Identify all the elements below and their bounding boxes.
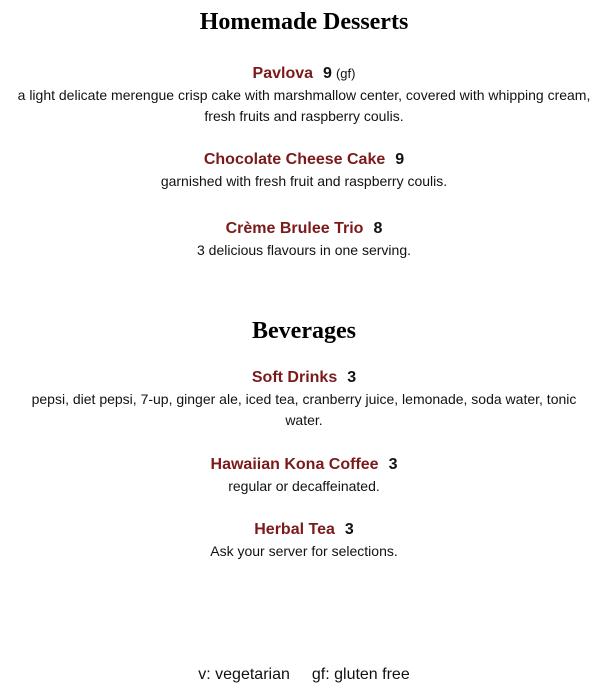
item-header xyxy=(0,218,608,240)
legend-vegetarian: v: vegetarian xyxy=(198,666,290,683)
item-name: Chocolate Cheese Cake xyxy=(203,151,386,168)
item-header xyxy=(0,149,608,171)
item-description: garnished with fresh fruit and raspberry coulis. xyxy=(160,173,448,189)
item-name: Crème Brulee Trio xyxy=(225,220,364,237)
menu-item-hawaiian-kona-coffee xyxy=(0,454,608,497)
item-price: 3 xyxy=(347,369,357,386)
item-header xyxy=(0,519,608,541)
item-name: Herbal Tea xyxy=(254,521,335,538)
legend-gluten-free: gf: gluten free xyxy=(311,666,410,683)
menu-item-soft-drinks xyxy=(0,367,608,431)
item-description: Ask your server for selections. xyxy=(210,543,398,559)
item-description: pepsi, diet pepsi, 7-up, ginger ale, iced tea, cranberry juice, lemonade, soda water, tonic water. xyxy=(31,391,577,428)
item-name: Pavlova xyxy=(252,65,314,82)
item-name: Hawaiian Kona Coffee xyxy=(210,456,379,473)
item-price: 9 xyxy=(395,151,405,168)
item-price: 3 xyxy=(344,521,354,538)
item-description: 3 delicious flavours in one serving. xyxy=(196,242,411,258)
item-price: 3 xyxy=(388,456,398,473)
menu-item-pavlova xyxy=(0,63,608,127)
item-name: Soft Drinks xyxy=(251,369,338,386)
beverages-title: Beverages xyxy=(252,318,356,344)
menu-item-chocolate-cheese-cake xyxy=(0,149,608,192)
dietary-tag: (gf) xyxy=(335,66,356,81)
menu-item-creme-brulee-trio xyxy=(0,218,608,261)
menu-item-herbal-tea xyxy=(0,519,608,562)
item-header xyxy=(0,367,608,389)
dietary-legend xyxy=(0,664,608,686)
item-header xyxy=(0,63,608,85)
item-header xyxy=(0,454,608,476)
item-description: regular or decaffeinated. xyxy=(228,478,380,494)
item-price: 8 xyxy=(373,220,383,237)
desserts-title: Homemade Desserts xyxy=(199,9,409,35)
item-price: 9 xyxy=(323,65,332,82)
item-description: a light delicate merengue crisp cake with marshmallow center, covered with whipping cream, fresh fruits and raspberry coulis. xyxy=(17,87,591,124)
